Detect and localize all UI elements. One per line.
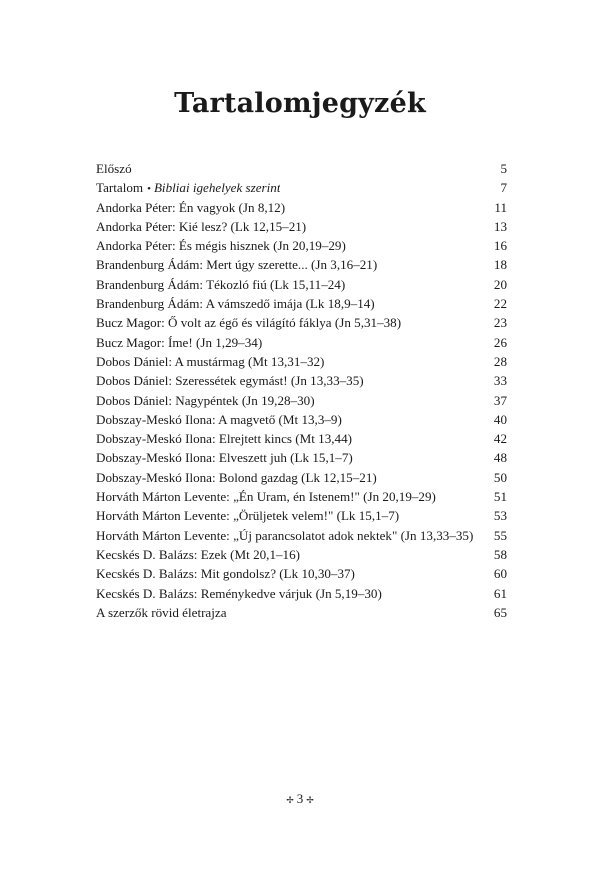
- toc-entry[interactable]: [96, 410, 507, 429]
- toc-entry-label: Horváth Márton Levente: „Új parancsolatot adok nektek" (Jn 13,33–35): [96, 527, 474, 543]
- toc-entry[interactable]: [96, 313, 507, 332]
- toc-entry-label: Dobszay-Meskó Ilona: A magvető (Mt 13,3–9): [96, 411, 342, 427]
- toc-entry-label: Andorka Péter: Én vagyok (Jn 8,12): [96, 199, 286, 215]
- toc-entry-page: 55: [493, 527, 507, 543]
- toc-entry[interactable]: [96, 275, 507, 294]
- ornament-left-icon: ✢: [286, 795, 294, 805]
- toc-entry[interactable]: [96, 526, 507, 545]
- toc-entry-page: 65: [493, 604, 507, 620]
- toc-entry[interactable]: [96, 391, 507, 410]
- ornament-right-icon: ✢: [306, 795, 314, 805]
- toc-entry-page: 61: [493, 585, 507, 601]
- toc-entry-page: 51: [493, 489, 507, 505]
- toc-entry-page: 42: [493, 431, 507, 447]
- toc-entry-label: Bucz Magor: Ő volt az égő és világító fáklya (Jn 5,31–38): [96, 315, 402, 331]
- toc-entry[interactable]: [96, 217, 507, 236]
- toc-entry-page: 13: [493, 218, 507, 234]
- toc-entry[interactable]: [96, 333, 507, 352]
- toc-entry[interactable]: [96, 236, 507, 255]
- toc-entry-page: 37: [493, 392, 507, 408]
- toc-entry-page: 53: [493, 508, 507, 524]
- toc-entry-page: 33: [493, 373, 507, 389]
- toc-entry[interactable]: [96, 255, 507, 274]
- toc-entry-label: Kecskés D. Balázs: Mit gondolsz? (Lk 10,30–37): [96, 566, 355, 582]
- toc-entry-label: Brandenburg Ádám: Mert úgy szerette... (Jn 3,16–21): [96, 257, 378, 273]
- toc-entry-contents[interactable]: [96, 178, 507, 197]
- toc-entry-label: Andorka Péter: És mégis hisznek (Jn 20,19–29): [96, 238, 346, 254]
- toc-entry-page: 50: [493, 469, 507, 485]
- toc-entry[interactable]: [96, 506, 507, 525]
- toc-entry-label: Brandenburg Ádám: Tékozló fiú (Lk 15,11–24): [96, 276, 346, 292]
- table-of-contents: [96, 159, 507, 622]
- toc-entry[interactable]: [96, 487, 507, 506]
- toc-entry-label: Horváth Márton Levente: „Örüljetek velem!" (Lk 15,1–7): [96, 508, 400, 524]
- toc-entry-page: 40: [493, 411, 507, 427]
- toc-entry[interactable]: [96, 352, 507, 371]
- toc-entry-page: 7: [500, 180, 507, 196]
- toc-entry[interactable]: [96, 564, 507, 583]
- toc-entry-page: 20: [493, 276, 507, 292]
- toc-entry-preface[interactable]: [96, 159, 507, 178]
- toc-entry-label: Dobos Dániel: Nagypéntek (Jn 19,28–30): [96, 392, 315, 408]
- toc-entry-label: Tartalom: [96, 180, 144, 196]
- bullet-separator: •: [147, 183, 151, 196]
- toc-entry-label: Dobszay-Meskó Ilona: Bolond gazdag (Lk 12,15–21): [96, 469, 377, 485]
- toc-entry[interactable]: [96, 371, 507, 390]
- toc-entry-label: Dobos Dániel: Szeressétek egymást! (Jn 13,33–35): [96, 373, 364, 389]
- toc-entry-label: Kecskés D. Balázs: Ezek (Mt 20,1–16): [96, 546, 300, 562]
- toc-entry-page: 26: [493, 334, 507, 350]
- toc-entry-page: 60: [493, 566, 507, 582]
- toc-entry-page: 18: [493, 257, 507, 273]
- toc-entry-label: Előszó: [96, 161, 132, 176]
- toc-entry[interactable]: [96, 198, 507, 217]
- toc-entry-page: 5: [500, 161, 507, 176]
- toc-entry-label: Kecskés D. Balázs: Reménykedve várjuk (Jn 5,19–30): [96, 585, 382, 601]
- toc-entry-page: 58: [493, 546, 507, 562]
- page-number: 3: [296, 791, 304, 806]
- toc-entry[interactable]: [96, 545, 507, 564]
- toc-entry-label: Andorka Péter: Kié lesz? (Lk 12,15–21): [96, 218, 307, 234]
- toc-entry[interactable]: [96, 294, 507, 313]
- page-footer: [0, 791, 600, 807]
- toc-entry[interactable]: [96, 448, 507, 467]
- toc-entry-label-group: [96, 178, 280, 199]
- toc-entry-label: Dobszay-Meskó Ilona: Elveszett juh (Lk 15,1–7): [96, 450, 353, 466]
- toc-entry-label: Dobszay-Meskó Ilona: Elrejtett kincs (Mt 13,44): [96, 431, 352, 447]
- toc-entry-page: 16: [493, 238, 507, 254]
- toc-entry-label: A szerzők rövid életrajza: [96, 604, 227, 620]
- toc-entry-author-bios[interactable]: [96, 603, 507, 622]
- page-title: Tartalomjegyzék: [174, 88, 426, 120]
- toc-entry[interactable]: [96, 468, 507, 487]
- toc-entry-label: Horváth Márton Levente: „Én Uram, én Istenem!" (Jn 20,19–29): [96, 489, 436, 505]
- toc-entry-page: 22: [493, 296, 507, 312]
- toc-entry-sublabel: Bibliai igehelyek szerint: [153, 180, 281, 196]
- toc-entry-label: Dobos Dániel: A mustármag (Mt 13,31–32): [96, 353, 325, 369]
- toc-entry[interactable]: [96, 584, 507, 603]
- toc-entry-page: 11: [494, 199, 507, 215]
- toc-entry-page: 28: [493, 353, 507, 369]
- toc-entry-page: 23: [493, 315, 507, 331]
- toc-entry-label: Bucz Magor: Íme! (Jn 1,29–34): [96, 334, 263, 350]
- toc-entry-label: Brandenburg Ádám: A vámszedő imája (Lk 18,9–14): [96, 296, 375, 312]
- toc-entry[interactable]: [96, 429, 507, 448]
- toc-entry-page: 48: [493, 450, 507, 466]
